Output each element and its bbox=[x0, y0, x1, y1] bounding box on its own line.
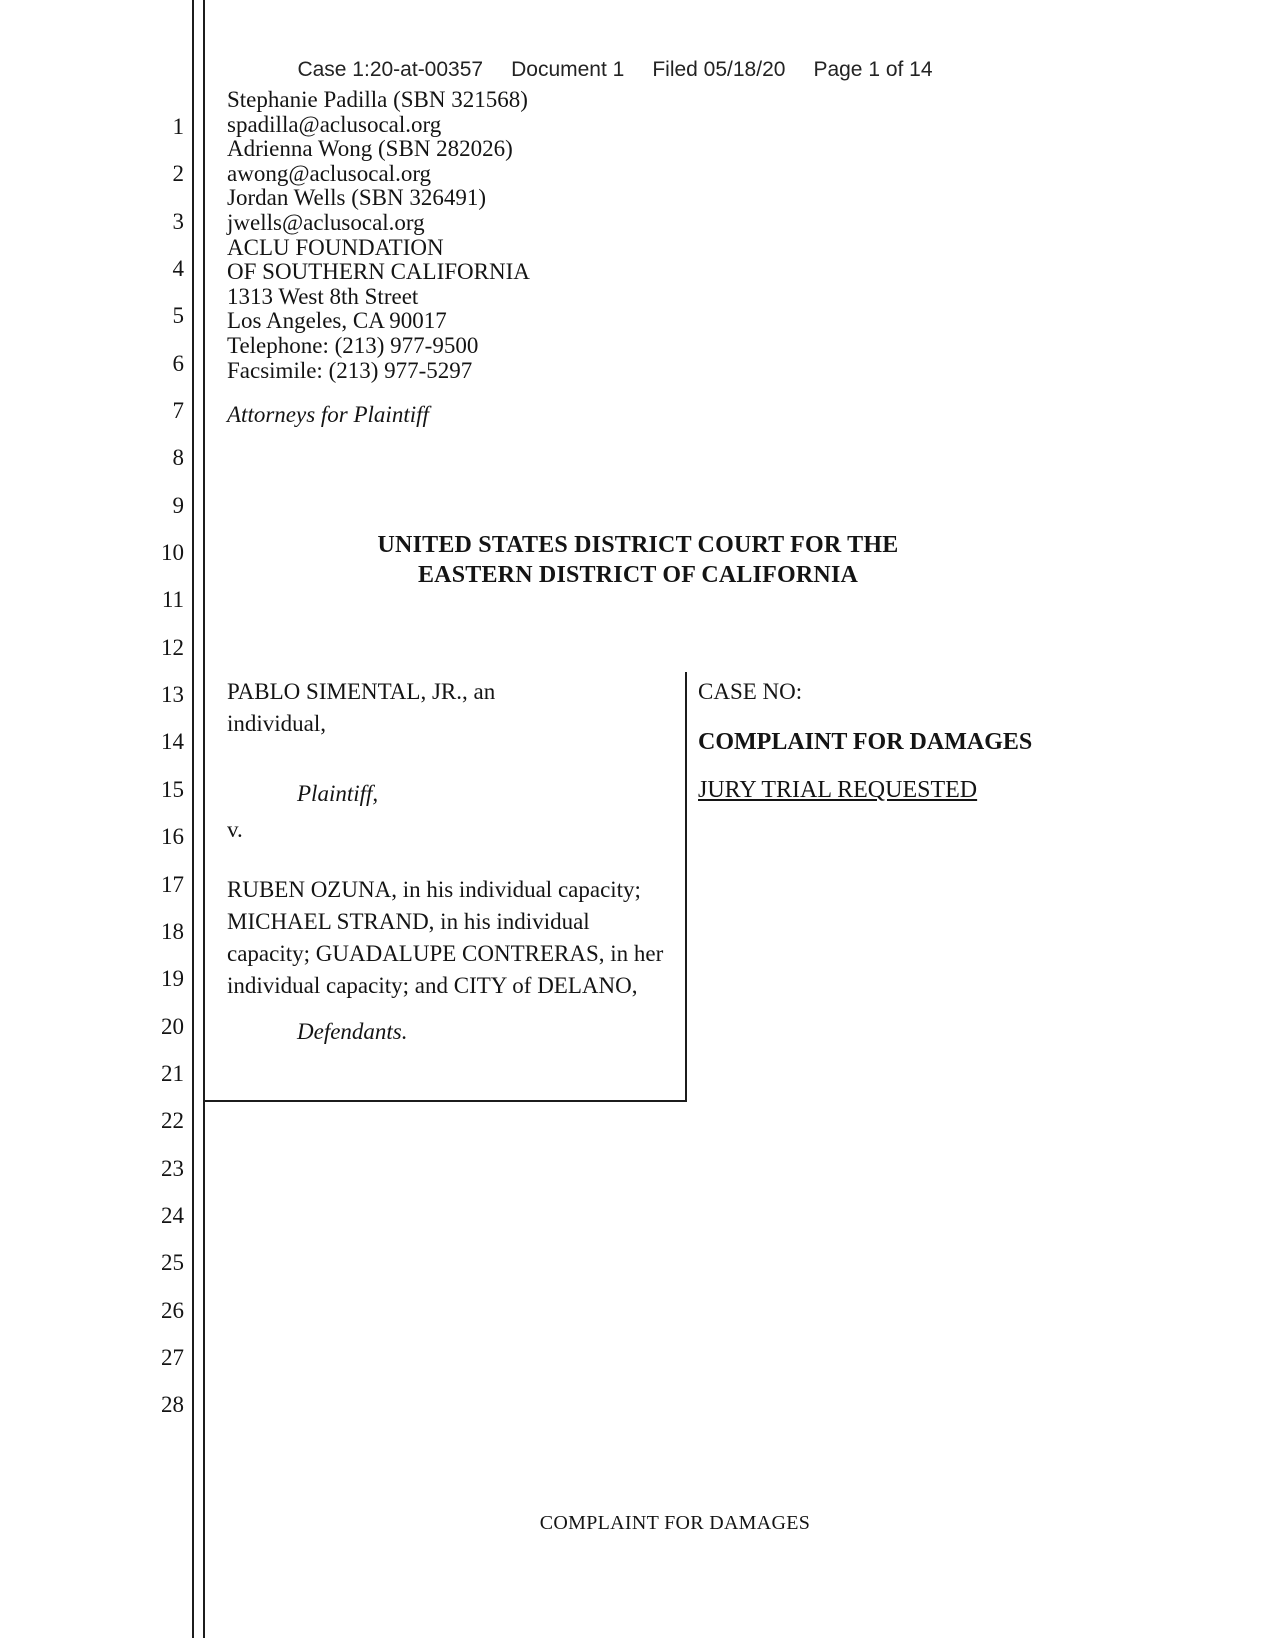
line-number: 14 bbox=[161, 729, 184, 755]
line-number: 5 bbox=[172, 303, 184, 329]
line-number: 12 bbox=[161, 634, 184, 660]
attorney-line: ACLU FOUNDATION bbox=[227, 234, 444, 260]
attorney-line: jwells@aclusocal.org bbox=[227, 209, 425, 235]
plaintiff-label: Plaintiff, bbox=[297, 781, 379, 806]
caption-case-info-cell bbox=[698, 676, 1128, 806]
case-number-label: CASE NO: bbox=[698, 679, 803, 704]
defendant-names: RUBEN OZUNA, in his individual capacity; MICHAEL STRAND, in his individual capacity; GUADALUPE CONTRERAS, in her individual capacity; and CITY of DELANO, bbox=[227, 877, 664, 998]
pleading-left-rule-outer bbox=[192, 0, 194, 1638]
line-number: 10 bbox=[161, 540, 184, 566]
attorney-line: awong@aclusocal.org bbox=[227, 160, 432, 186]
attorney-block bbox=[227, 88, 530, 383]
line-number: 13 bbox=[161, 682, 184, 708]
line-number: 20 bbox=[161, 1013, 184, 1039]
line-number: 28 bbox=[161, 1392, 184, 1418]
attorney-line: Telephone: (213) 977-9500 bbox=[227, 332, 479, 358]
line-number: 19 bbox=[161, 966, 184, 992]
jury-trial-request: JURY TRIAL REQUESTED bbox=[698, 777, 978, 803]
line-number: 22 bbox=[161, 1108, 184, 1134]
complaint-title: COMPLAINT FOR DAMAGES bbox=[698, 729, 1033, 755]
line-number: 15 bbox=[161, 776, 184, 802]
line-number-column bbox=[0, 103, 184, 1429]
line-number: 7 bbox=[172, 398, 184, 424]
line-number: 23 bbox=[161, 1155, 184, 1181]
line-number: 18 bbox=[161, 918, 184, 944]
line-number: 1 bbox=[172, 114, 184, 139]
line-number: 9 bbox=[172, 492, 184, 518]
versus-label: v. bbox=[227, 817, 243, 842]
footer-document-title: COMPLAINT FOR DAMAGES bbox=[539, 1512, 811, 1534]
line-number: 11 bbox=[161, 587, 184, 613]
line-number: 16 bbox=[161, 824, 184, 850]
line-number: 2 bbox=[172, 161, 184, 187]
line-number: 3 bbox=[172, 208, 184, 234]
caption-divider-line bbox=[685, 672, 687, 1102]
attorney-line: Adrienna Wong (SBN 282026) bbox=[227, 136, 513, 162]
court-filing-stamp bbox=[215, 58, 1015, 82]
line-number: 27 bbox=[161, 1344, 184, 1370]
attorney-line: Stephanie Padilla (SBN 321568) bbox=[227, 87, 528, 112]
line-number: 25 bbox=[161, 1250, 184, 1276]
line-number: 6 bbox=[172, 350, 184, 376]
pleading-left-rule-inner bbox=[203, 0, 205, 1638]
court-title bbox=[210, 530, 1066, 590]
plaintiff-name: PABLO SIMENTAL, JR., an individual, bbox=[227, 679, 496, 736]
caption-bottom-line bbox=[204, 1100, 687, 1102]
stamp-filed-date: Filed 05/18/20 bbox=[652, 58, 786, 81]
attorney-line: Jordan Wells (SBN 326491) bbox=[227, 185, 487, 211]
line-number: 8 bbox=[172, 445, 184, 471]
line-number: 21 bbox=[161, 1060, 184, 1086]
stamp-document-number: Document 1 bbox=[511, 58, 625, 81]
court-title-line1: UNITED STATES DISTRICT COURT FOR THE bbox=[377, 532, 899, 558]
stamp-page-count: Page 1 of 14 bbox=[813, 58, 933, 81]
attorney-line: Los Angeles, CA 90017 bbox=[227, 308, 447, 334]
attorney-line: 1313 West 8th Street bbox=[227, 283, 419, 309]
defendant-label: Defendants. bbox=[297, 1019, 408, 1044]
court-title-line2: EASTERN DISTRICT OF CALIFORNIA bbox=[417, 562, 859, 588]
line-number: 26 bbox=[161, 1297, 184, 1323]
attorney-line: Facsimile: (213) 977-5297 bbox=[227, 357, 473, 383]
line-number: 4 bbox=[172, 256, 184, 282]
attorneys-for-plaintiff-label: Attorneys for Plaintiff bbox=[227, 402, 429, 427]
line-number: 24 bbox=[161, 1202, 184, 1228]
attorney-line: spadilla@aclusocal.org bbox=[227, 111, 442, 137]
attorney-line: OF SOUTHERN CALIFORNIA bbox=[227, 259, 530, 285]
line-number: 17 bbox=[161, 871, 184, 897]
stamp-case-number: Case 1:20-at-00357 bbox=[297, 58, 484, 81]
caption-parties-cell bbox=[227, 676, 672, 1048]
